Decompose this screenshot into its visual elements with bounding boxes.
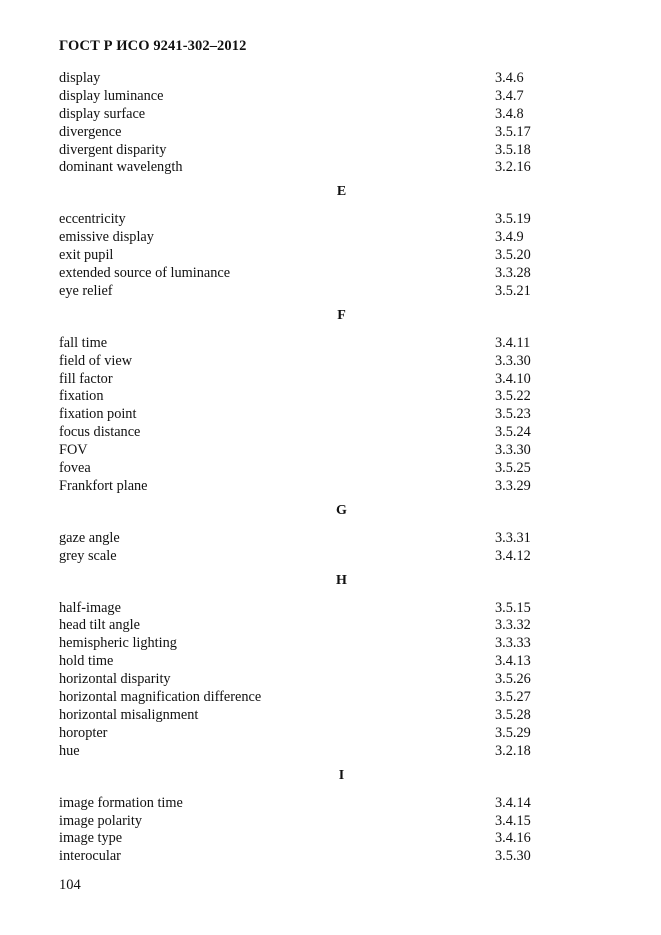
index-entry — [0, 229, 661, 247]
index-entry — [0, 617, 661, 635]
index-entry — [0, 159, 661, 177]
index-entry — [0, 707, 661, 725]
index-entry — [0, 388, 661, 406]
index-reference: 3.5.26 — [495, 671, 531, 688]
document-header: ГОСТ Р ИСО 9241-302–2012 — [59, 38, 247, 54]
index-entry — [0, 795, 661, 813]
index-reference: 3.5.25 — [495, 460, 531, 477]
index-term: fixation — [59, 388, 104, 405]
index-term: focus distance — [59, 424, 141, 441]
index-reference: 3.3.29 — [495, 477, 531, 494]
index-term: horizontal magnification difference — [59, 689, 262, 706]
index-entry — [0, 600, 661, 618]
index-term: hold time — [59, 653, 114, 670]
index-reference: 3.4.12 — [495, 547, 531, 564]
index-term: display surface — [59, 105, 146, 122]
section-letter-heading: F — [337, 307, 346, 323]
index-entry — [0, 371, 661, 389]
index-term: display luminance — [59, 87, 164, 104]
index-reference: 3.5.27 — [495, 689, 531, 706]
index-entry — [0, 88, 661, 106]
index-reference: 3.4.7 — [495, 87, 524, 104]
index-reference: 3.4.11 — [495, 334, 531, 351]
index-entry — [0, 830, 661, 848]
index-entry — [0, 848, 661, 866]
index-reference: 3.5.17 — [495, 123, 531, 140]
index-reference: 3.5.19 — [495, 211, 531, 228]
index-term: horopter — [59, 724, 108, 741]
section-letter-heading: E — [336, 184, 347, 200]
section-letter-heading: I — [338, 767, 345, 783]
index-reference: 3.3.32 — [495, 617, 531, 634]
index-entry — [0, 689, 661, 707]
index-entry — [0, 635, 661, 653]
index-reference: 3.5.29 — [495, 724, 531, 741]
index-entry — [0, 653, 661, 671]
index-term: gaze angle — [59, 529, 120, 546]
index-entry — [0, 478, 661, 496]
index-reference: 3.3.30 — [495, 442, 531, 459]
index-reference: 3.4.13 — [495, 653, 531, 670]
index-entry — [0, 442, 661, 460]
index-reference: 3.4.15 — [495, 812, 531, 829]
index-section-continued — [0, 70, 661, 177]
index-reference: 3.4.16 — [495, 830, 531, 847]
index-entry — [0, 460, 661, 478]
index-entry — [0, 70, 661, 88]
index-reference: 3.5.24 — [495, 424, 531, 441]
section-letter-heading: G — [336, 502, 347, 518]
index-reference: 3.5.20 — [495, 247, 531, 264]
index-entry — [0, 530, 661, 548]
index-term: grey scale — [59, 547, 117, 564]
index-term: divergence — [59, 123, 122, 140]
index-entry — [0, 353, 661, 371]
index-section-g — [0, 502, 661, 566]
index-term: fixation point — [59, 406, 137, 423]
index-term: image formation time — [59, 794, 183, 811]
term-index — [0, 70, 661, 866]
index-reference: 3.5.23 — [495, 406, 531, 423]
index-term: fovea — [59, 460, 91, 477]
index-entry — [0, 265, 661, 283]
index-term: image type — [59, 830, 123, 847]
index-term: fall time — [59, 334, 108, 351]
index-entry — [0, 424, 661, 442]
index-entry — [0, 725, 661, 743]
index-section-f — [0, 307, 661, 496]
index-term: dominant wavelength — [59, 159, 183, 176]
index-term: eye relief — [59, 282, 113, 299]
index-term: fill factor — [59, 370, 113, 387]
section-letter-heading: H — [336, 572, 347, 588]
index-entry — [0, 247, 661, 265]
index-reference: 3.3.28 — [495, 265, 531, 282]
index-term: display — [59, 70, 101, 86]
index-term: horizontal misalignment — [59, 706, 199, 723]
index-term: emissive display — [59, 229, 154, 246]
index-term: eccentricity — [59, 211, 126, 228]
index-reference: 3.4.10 — [495, 370, 531, 387]
index-term: Frankfort plane — [59, 477, 148, 494]
index-term: divergent disparity — [59, 141, 167, 158]
index-term: hue — [59, 742, 80, 759]
index-entry — [0, 142, 661, 160]
index-section-i — [0, 767, 661, 867]
index-reference: 3.2.18 — [495, 742, 531, 759]
index-term: exit pupil — [59, 247, 114, 264]
index-entry — [0, 813, 661, 831]
index-entry — [0, 106, 661, 124]
index-reference: 3.4.6 — [495, 70, 524, 86]
index-entry — [0, 283, 661, 301]
index-entry — [0, 211, 661, 229]
index-term: extended source of luminance — [59, 265, 231, 282]
index-entry — [0, 406, 661, 424]
index-entry — [0, 124, 661, 142]
index-term: half-image — [59, 599, 121, 616]
index-reference: 3.3.33 — [495, 635, 531, 652]
index-term: horizontal disparity — [59, 671, 171, 688]
index-reference: 3.4.9 — [495, 229, 524, 246]
index-term: interocular — [59, 848, 121, 865]
index-entry — [0, 335, 661, 353]
index-reference: 3.2.16 — [495, 159, 531, 176]
index-entry — [0, 548, 661, 566]
page-number: 104 — [59, 877, 81, 893]
index-term: FOV — [59, 442, 88, 459]
index-term: head tilt angle — [59, 617, 140, 634]
index-term: hemispheric lighting — [59, 635, 177, 652]
index-section-h — [0, 572, 661, 761]
index-reference: 3.5.30 — [495, 848, 531, 865]
index-reference: 3.5.21 — [495, 282, 531, 299]
index-reference: 3.3.31 — [495, 529, 531, 546]
index-reference: 3.5.18 — [495, 141, 531, 158]
index-term: field of view — [59, 352, 133, 369]
index-entry — [0, 671, 661, 689]
index-reference: 3.3.30 — [495, 352, 531, 369]
index-reference: 3.4.14 — [495, 794, 531, 811]
index-term: image polarity — [59, 812, 142, 829]
index-reference: 3.5.28 — [495, 706, 531, 723]
index-reference: 3.4.8 — [495, 105, 524, 122]
index-section-e — [0, 183, 661, 300]
index-reference: 3.5.22 — [495, 388, 531, 405]
index-reference: 3.5.15 — [495, 599, 531, 616]
index-entry — [0, 743, 661, 761]
